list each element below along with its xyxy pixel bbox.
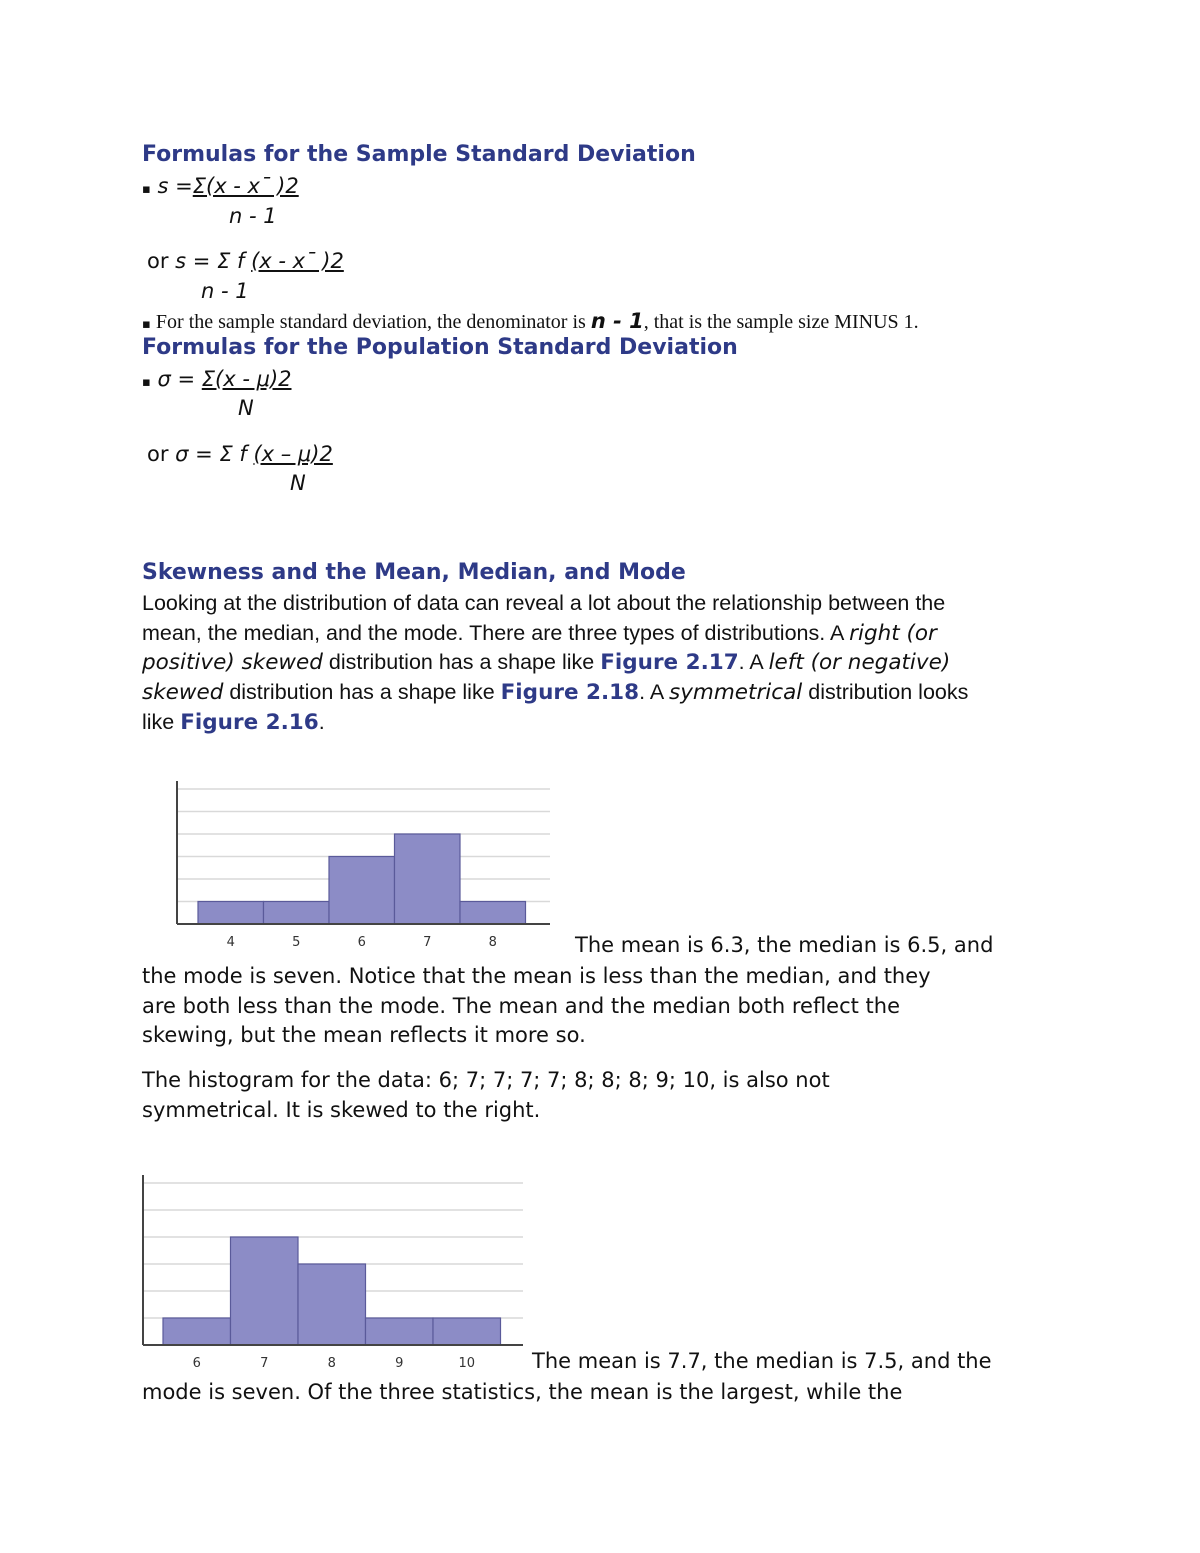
sample-formula-1	[142, 174, 299, 198]
formula-eq: =	[170, 367, 202, 391]
formula-eq: =	[168, 174, 193, 198]
term-right: right (or	[849, 620, 937, 646]
formula-eq: =	[188, 442, 220, 466]
formula-numerator: Σ(x - μ)2	[201, 367, 292, 391]
paragraph-line: skewed distribution has a shape like Figure 2.18. A symmetrical distribution looks	[142, 680, 969, 706]
sample-sd-heading: Formulas for the Sample Standard Deviation	[142, 142, 696, 167]
formula-numerator: Σ(x - x¯ )2	[192, 174, 299, 198]
paragraph-line: positive) skewed distribution has a shape like Figure 2.17. A left (or negative)	[142, 650, 951, 676]
histogram-bar	[198, 902, 264, 925]
x-tick-label: 9	[395, 1356, 404, 1371]
paragraph-line: are both less than the mode. The mean and the median both reflect the	[142, 993, 901, 1018]
histogram-right-skewed	[140, 1147, 525, 1377]
sample-formula-2-denominator: n - 1	[201, 279, 249, 303]
x-tick-label: 6	[192, 1356, 201, 1371]
x-tick-label: 7	[260, 1356, 269, 1371]
formula-or: or	[147, 442, 169, 466]
figure-2-18-link[interactable]: Figure 2.18	[500, 680, 640, 706]
formula-numerator: (x - x¯ )2	[251, 249, 344, 273]
histogram-bar	[163, 1318, 231, 1345]
x-tick-label: 6	[357, 935, 366, 947]
histogram-bar	[298, 1264, 366, 1345]
histogram-bar	[460, 902, 526, 925]
formula-sum: Σ f	[219, 442, 254, 466]
x-tick-label: 4	[226, 935, 235, 947]
formula-lhs: σ	[157, 367, 171, 391]
formula-lhs: s	[175, 249, 187, 273]
paragraph-line: mode is seven. Of the three statistics, the mean is the largest, while the	[142, 1380, 903, 1404]
note-text-post: , that is the sample size MINUS 1.	[643, 311, 919, 333]
x-tick-label: 8	[327, 1356, 336, 1371]
skewness-heading: Skewness and the Mean, Median, and Mode	[142, 560, 686, 585]
formula-eq: =	[186, 249, 218, 273]
histogram-bar	[366, 1318, 434, 1345]
population-formula-2-denominator: N	[290, 471, 306, 495]
paragraph-line: skewing, but the mean reflects it more so.	[142, 1023, 586, 1047]
figure-2-17-link[interactable]: Figure 2.17	[600, 650, 739, 676]
formula-numerator: (x – μ)2	[253, 442, 333, 466]
caption1-rest	[142, 962, 931, 1051]
population-formula-1	[142, 367, 292, 391]
caption2-rest	[142, 1378, 902, 1408]
x-tick-label: 7	[423, 935, 432, 947]
histogram-data-paragraph	[142, 1066, 830, 1125]
paragraph-line: symmetrical. It is skewed to the right.	[142, 1097, 541, 1122]
caption2-line1: The mean is 7.7, the median is 7.5, and the	[532, 1349, 992, 1373]
histogram-bar	[395, 834, 461, 924]
paragraph-line: The histogram for the data: 6; 7; 7; 7; 7; 8; 8; 8; 9; 10, is also not	[142, 1068, 830, 1092]
formula-or: or	[147, 249, 169, 273]
paragraph-line: Looking at the distribution of data can reveal a lot about the relationship between the	[142, 591, 946, 615]
term-positive: positive) skewed	[142, 650, 323, 676]
x-tick-label: 8	[488, 935, 497, 947]
x-tick-label: 5	[292, 935, 301, 947]
formula-lhs: s	[157, 174, 169, 198]
sample-formula-2	[147, 249, 344, 273]
skewness-paragraph	[142, 589, 968, 738]
formula-lhs: σ	[175, 442, 189, 466]
histogram-bar	[264, 902, 330, 925]
term-left: left (or negative)	[768, 650, 951, 676]
population-sd-heading: Formulas for the Population Standard Deviation	[142, 335, 738, 360]
sample-formula-1-denominator: n - 1	[229, 204, 277, 228]
note-bold: n - 1	[590, 309, 644, 333]
bullet: ▪	[142, 375, 151, 390]
paragraph-line: the mode is seven. Notice that the mean is less than the median, and they	[142, 964, 931, 988]
term-symmetrical: symmetrical	[669, 680, 803, 706]
paragraph-line: mean, the median, and the mode. There are three types of distributions. A right (or	[142, 620, 937, 646]
note-text-pre: For the sample standard deviation, the denominator is	[155, 311, 591, 333]
bullet: ▪	[142, 182, 151, 197]
x-tick-label: 10	[458, 1356, 476, 1371]
histogram-bar	[329, 857, 395, 925]
caption1-line1: The mean is 6.3, the median is 6.5, and	[575, 933, 994, 957]
bullet: ▪	[142, 317, 151, 332]
formula-sum: Σ f	[217, 249, 252, 273]
histogram-bar	[433, 1318, 501, 1345]
term-skewed: skewed	[142, 680, 224, 706]
population-formula-2	[147, 442, 333, 466]
histogram-left-skewed	[172, 757, 552, 947]
figure-2-16-link[interactable]: Figure 2.16	[180, 709, 319, 735]
population-formula-1-denominator: N	[238, 396, 254, 420]
histogram-bar	[231, 1237, 299, 1345]
sample-sd-note	[142, 309, 919, 334]
paragraph-line: like Figure 2.16.	[142, 709, 325, 735]
